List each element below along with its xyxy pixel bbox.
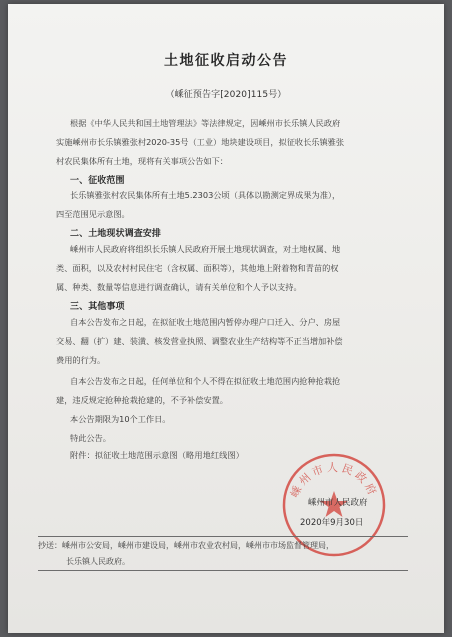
- intro-paragraph: [56, 114, 410, 171]
- section-line: 四至范围见示意图。: [56, 209, 130, 219]
- section-line: 嵊州市人民政府将组织长乐镇人民政府开展土地现状调查，对土地权属、地: [70, 244, 341, 254]
- attachment-note: 附件：拟征收土地范围示意图（略用地红线图）: [70, 450, 245, 460]
- section-line: 交易、翻（扩）建、装潢、核发营业执照、调整农业生产结构等不正当增加补偿: [56, 336, 343, 346]
- section-body: [56, 313, 410, 448]
- intro-line: 根据《中华人民共和国土地管理法》等法律规定，因嵊州市长乐镇人民政府: [70, 118, 341, 128]
- section-line: 建，违反规定抢种抢栽抢建的，不予补偿安置。: [56, 395, 228, 405]
- section-heading: 三、其他事项: [70, 302, 125, 312]
- section-line: 长乐镇雅张村农民集体所有土地5.2303公顷（具体以勘测定界成果为准），: [70, 190, 341, 200]
- section-body: [56, 186, 410, 224]
- section-line: 自本公告发布之日起，任何单位和个人不得在拟征收土地范围内抢种抢栽抢: [70, 376, 341, 386]
- document-number: （嵊征预告字[2020]115号）: [165, 90, 287, 100]
- signature-date: 2020年9月30日: [300, 518, 364, 528]
- section-line: 自本公告发布之日起，在拟征收土地范围内暂停办理户口迁入、分户、房屋: [70, 317, 341, 327]
- divider: [38, 570, 408, 571]
- section-body: [56, 240, 410, 297]
- cc-line: 长乐镇人民政府。: [66, 557, 130, 566]
- section-line: 本公告期限为10个工作日。: [70, 414, 171, 424]
- section-line: 费用的行为。: [56, 355, 106, 365]
- signature-org: 嵊州市人民政府: [308, 498, 368, 508]
- cc-line: 抄送：嵊州市公安局，嵊州市建设局，嵊州市农业农村局，嵊州市市场监督管理局，: [38, 541, 334, 550]
- section-line: 属、种类、数量等信息进行调查确认，请有关单位和个人予以支持。: [56, 282, 302, 292]
- section-heading: 二、土地现状调查安排: [70, 229, 162, 239]
- notice-paper: [8, 4, 444, 633]
- section-heading: 一、征收范围: [70, 176, 125, 186]
- section-line: 特此公告。: [70, 433, 111, 443]
- seal-text: 嵊州市人民政府: [287, 461, 381, 500]
- divider: [38, 536, 408, 537]
- intro-line: 实施嵊州市长乐镇雅张村2020-35号（工业）地块建设项目，拟征收长乐镇雅张: [56, 137, 345, 147]
- document-title: 土地征收启动公告: [164, 53, 288, 69]
- section-line: 类、面积，以及农村村民住宅（含权属、面积等），其他地上附着物和青苗的权: [56, 263, 339, 273]
- intro-line: 村农民集体所有土地，现将有关事项公告如下：: [56, 156, 228, 166]
